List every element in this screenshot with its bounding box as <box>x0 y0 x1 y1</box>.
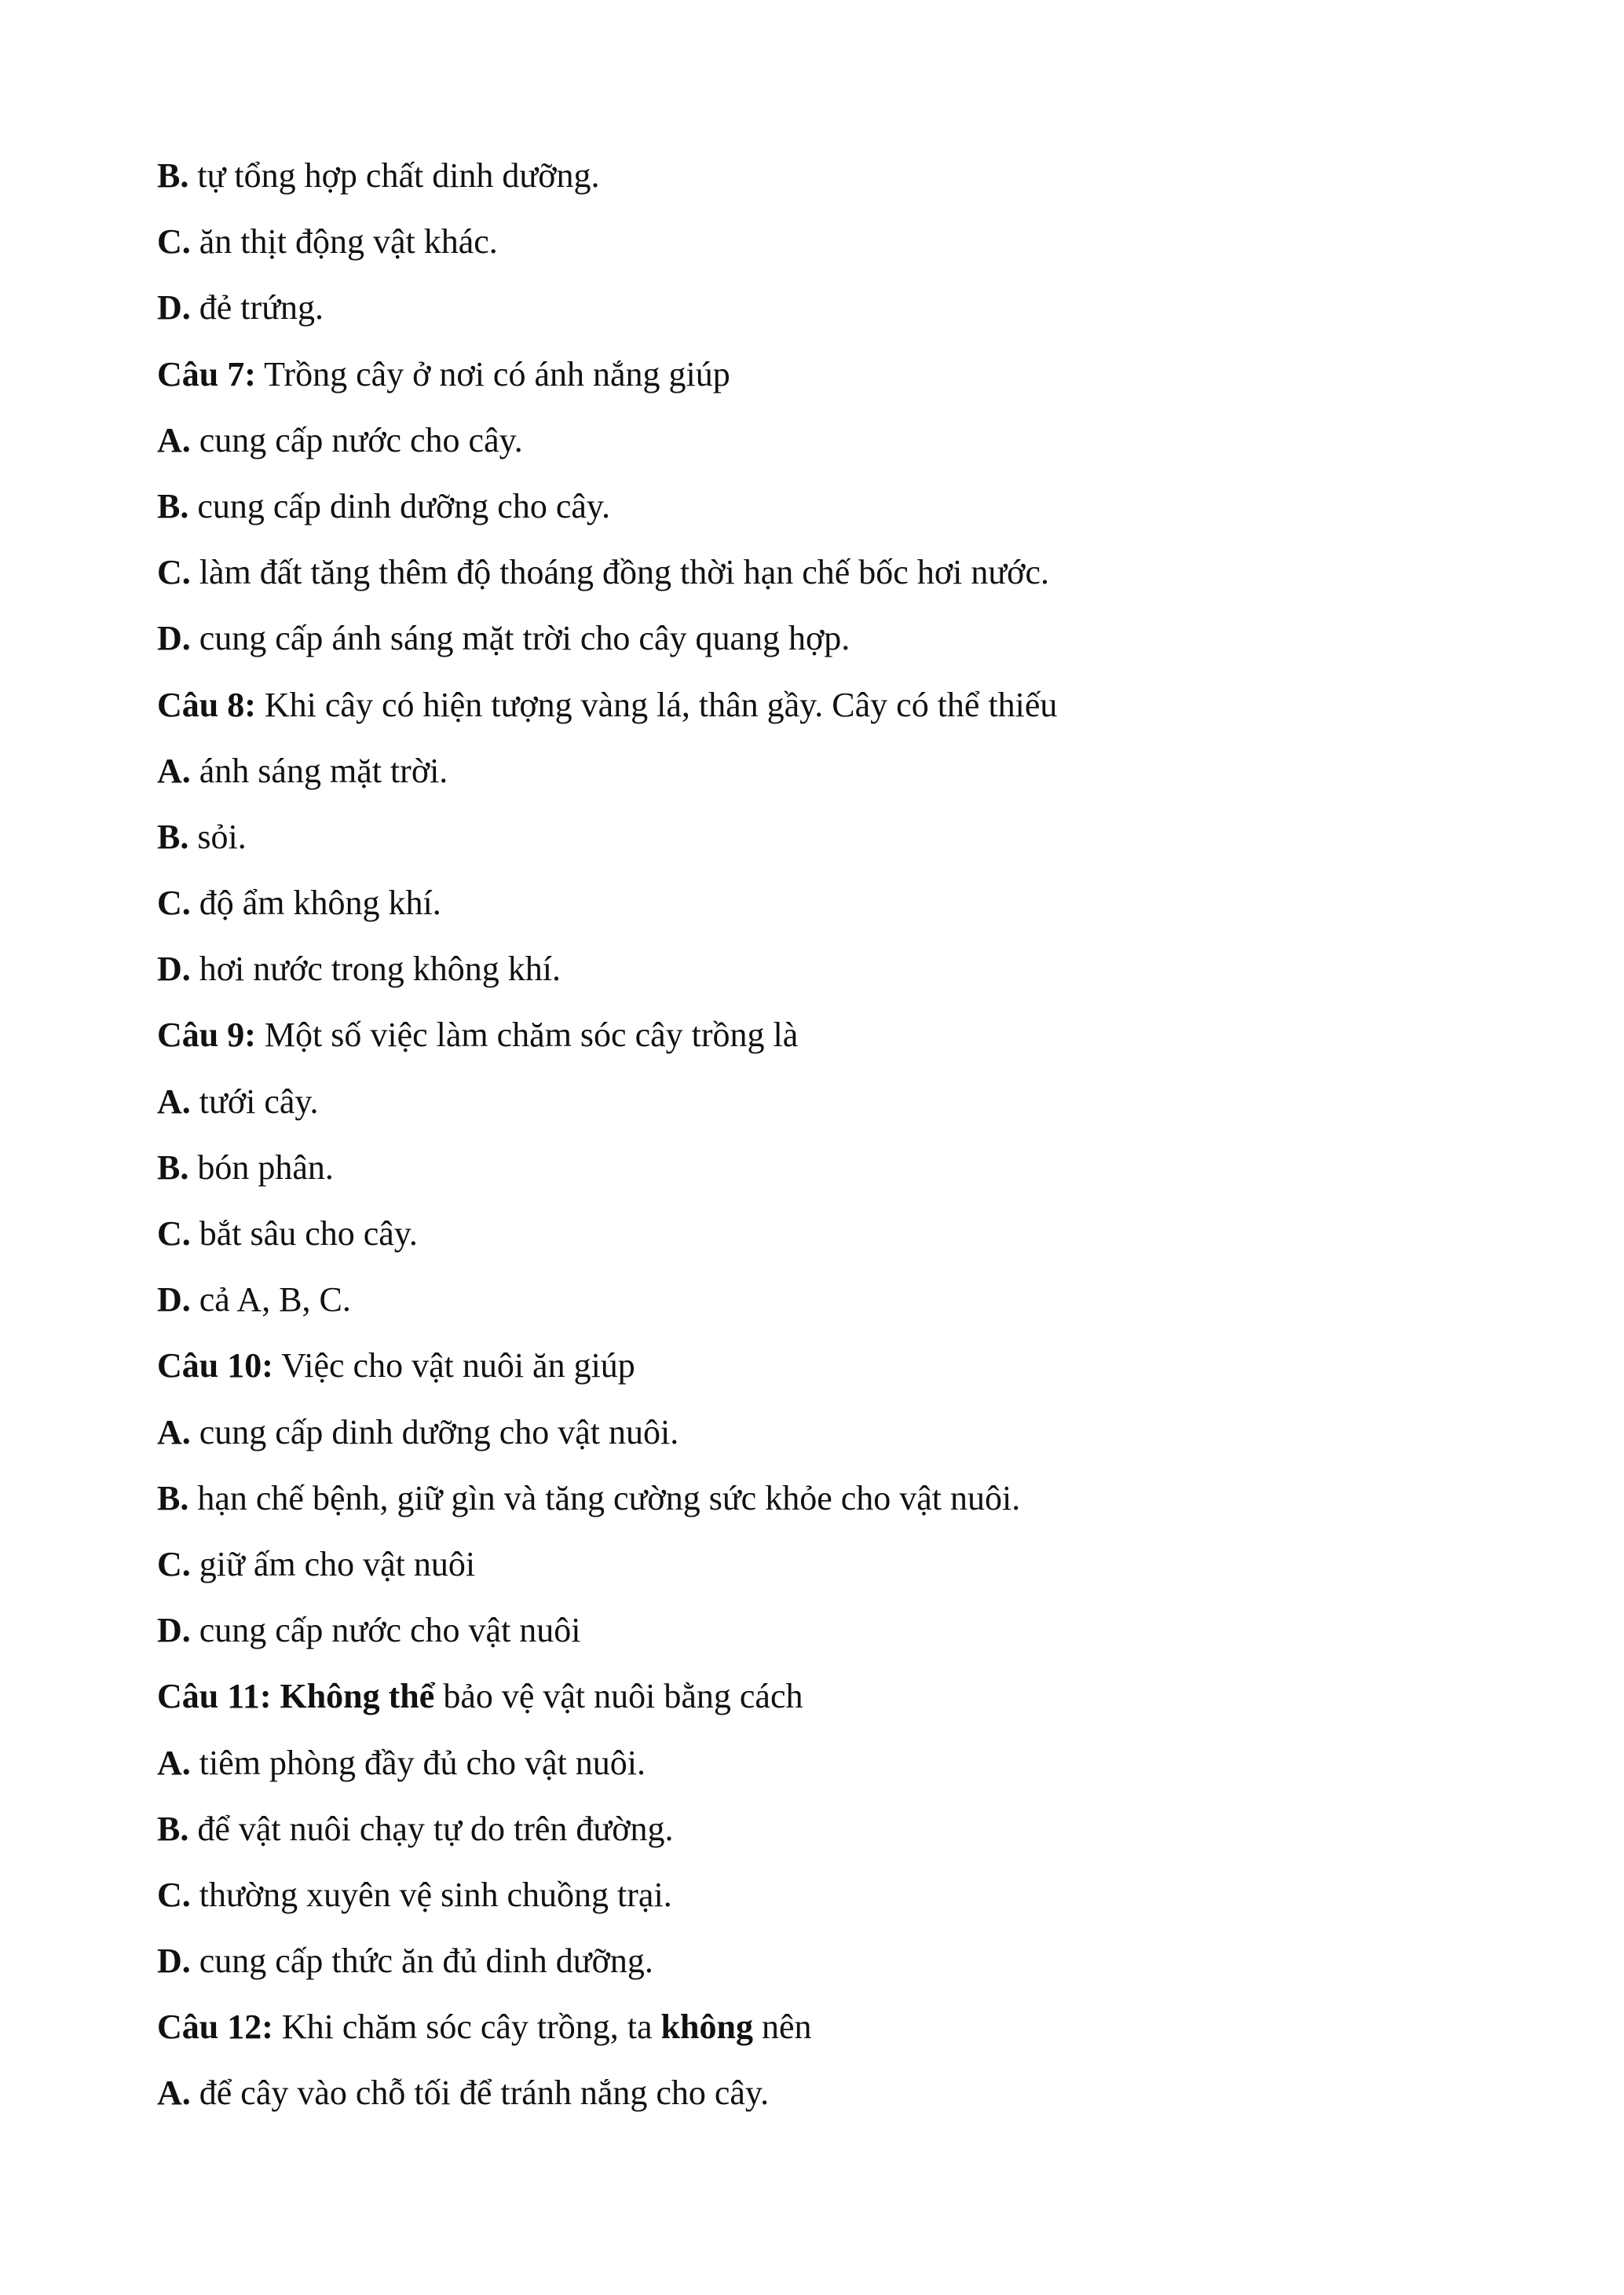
option-text: cung cấp dinh dưỡng cho cây. <box>197 486 611 525</box>
option-label: D. <box>157 1942 191 1981</box>
option-line <box>157 749 1492 815</box>
option-text: cả A, B, C. <box>199 1280 351 1320</box>
option-text: cung cấp nước cho cây. <box>199 420 523 459</box>
option-label: A. <box>157 1412 191 1451</box>
question-7 <box>157 353 1492 419</box>
option-label: B. <box>157 486 189 525</box>
question-label: Câu 9: <box>157 1016 256 1055</box>
option-label: A. <box>157 751 191 790</box>
option-text: tự tổng hợp chất dinh dưỡng. <box>197 156 600 195</box>
option-label: C. <box>157 1214 191 1253</box>
question-label: Câu 10: <box>157 1346 273 1385</box>
question-text: Một số việc làm chăm sóc cây trồng là <box>264 1016 799 1055</box>
option-text: làm đất tăng thêm độ thoáng đồng thời hạn chế bốc hơi nước. <box>199 553 1049 592</box>
question-text: bảo vệ vật nuôi bằng cách <box>443 1677 803 1716</box>
option-text: bón phân. <box>197 1148 334 1187</box>
option-line <box>157 947 1492 1013</box>
question-11 <box>157 1675 1492 1740</box>
option-text: cung cấp dinh dưỡng cho vật nuôi. <box>199 1412 679 1451</box>
option-text: tưới cây. <box>199 1082 319 1121</box>
question-12 <box>157 2005 1492 2071</box>
option-line <box>157 1741 1492 1807</box>
option-label: A. <box>157 420 191 459</box>
option-text: để vật nuôi chạy tự do trên đường. <box>197 1809 674 1848</box>
option-line <box>157 1477 1492 1543</box>
option-label: A. <box>157 1082 191 1121</box>
option-line <box>157 220 1492 286</box>
option-line <box>157 419 1492 485</box>
option-label: B. <box>157 1148 189 1187</box>
option-text: ăn thịt động vật khác. <box>199 222 498 262</box>
option-label: C. <box>157 222 191 262</box>
quiz-content <box>157 154 1492 2138</box>
option-label: D. <box>157 619 191 658</box>
question-text: Việc cho vật nuôi ăn giúp <box>281 1346 635 1385</box>
question-8 <box>157 683 1492 749</box>
option-label: B. <box>157 1809 189 1848</box>
option-line <box>157 1080 1492 1146</box>
option-text: cung cấp ánh sáng mặt trời cho cây quang hợp. <box>199 619 850 658</box>
question-text: Khi chăm sóc cây trồng, ta <box>281 2008 653 2047</box>
option-label: B. <box>157 156 189 195</box>
option-line <box>157 815 1492 881</box>
option-line <box>157 485 1492 551</box>
option-line <box>157 1278 1492 1344</box>
option-line <box>157 1543 1492 1609</box>
question-emphasis: Không thể <box>280 1677 435 1716</box>
option-line <box>157 1411 1492 1477</box>
option-line <box>157 1212 1492 1278</box>
option-text: độ ẩm không khí. <box>199 884 441 923</box>
option-label: B. <box>157 817 189 856</box>
option-line <box>157 881 1492 947</box>
option-line <box>157 154 1492 220</box>
question-label: Câu 8: <box>157 685 256 724</box>
question-label: Câu 11: <box>157 1677 272 1716</box>
option-line <box>157 1609 1492 1675</box>
option-line <box>157 1146 1492 1212</box>
option-label: C. <box>157 553 191 592</box>
question-text-after: nên <box>761 2008 812 2047</box>
option-label: C. <box>157 1544 191 1583</box>
option-text: cung cấp nước cho vật nuôi <box>199 1611 581 1650</box>
option-label: A. <box>157 1743 191 1782</box>
option-label: D. <box>157 950 191 989</box>
option-text: đẻ trứng. <box>199 288 324 328</box>
question-emphasis: không <box>660 2008 753 2047</box>
option-text: tiêm phòng đầy đủ cho vật nuôi. <box>199 1743 646 1782</box>
option-text: bắt sâu cho cây. <box>199 1214 418 1253</box>
option-line <box>157 1939 1492 2005</box>
question-9 <box>157 1013 1492 1079</box>
option-label: D. <box>157 1611 191 1650</box>
option-text: hạn chế bệnh, giữ gìn và tăng cường sức khỏe cho vật nuôi. <box>197 1478 1021 1517</box>
option-line <box>157 1873 1492 1939</box>
option-label: C. <box>157 884 191 923</box>
option-text: cung cấp thức ăn đủ dinh dưỡng. <box>199 1942 653 1981</box>
option-line <box>157 551 1492 617</box>
question-text: Trồng cây ở nơi có ánh nắng giúp <box>264 354 730 393</box>
option-text: giữ ấm cho vật nuôi <box>199 1544 476 1583</box>
question-label: Câu 7: <box>157 354 256 393</box>
question-10 <box>157 1344 1492 1410</box>
option-text: để cây vào chỗ tối để tránh nắng cho cây. <box>199 2074 770 2113</box>
option-text: ánh sáng mặt trời. <box>199 751 448 790</box>
question-text: Khi cây có hiện tượng vàng lá, thân gầy. Cây có thể thiếu <box>264 685 1058 724</box>
option-label: D. <box>157 1280 191 1320</box>
option-line <box>157 617 1492 683</box>
option-text: hơi nước trong không khí. <box>199 950 561 989</box>
option-line <box>157 1807 1492 1873</box>
option-line <box>157 286 1492 352</box>
option-label: C. <box>157 1875 191 1914</box>
option-text: sỏi. <box>197 817 247 856</box>
option-label: D. <box>157 288 191 328</box>
question-label: Câu 12: <box>157 2008 273 2047</box>
option-text: thường xuyên vệ sinh chuồng trại. <box>199 1875 672 1914</box>
option-label: A. <box>157 2074 191 2113</box>
option-label: B. <box>157 1478 189 1517</box>
option-line <box>157 2071 1492 2137</box>
